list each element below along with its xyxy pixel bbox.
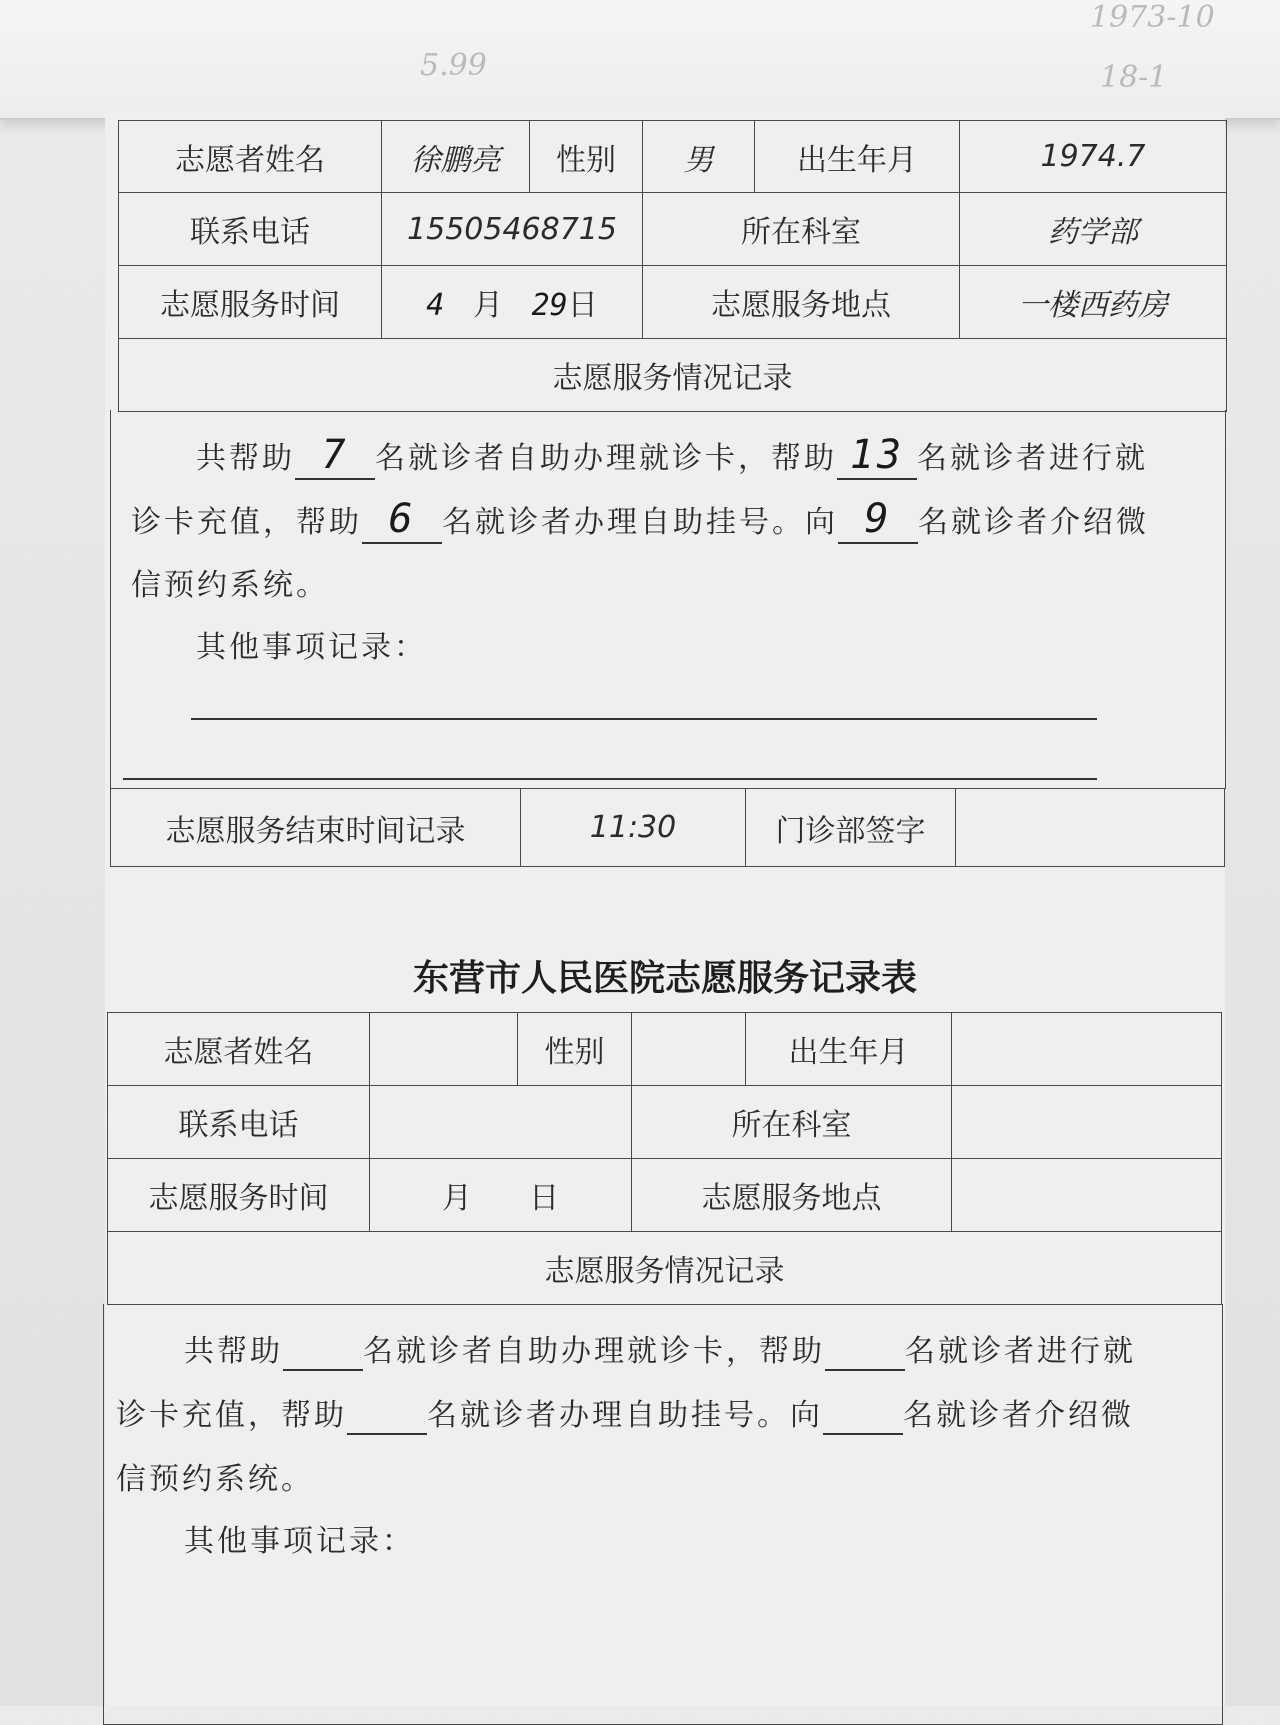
gender-label: 性别 [530, 121, 643, 193]
record-line-1 [184, 1326, 1136, 1371]
record-line-2 [131, 496, 1149, 544]
form-sheet [105, 112, 1225, 1706]
form2-record-box [103, 1304, 1223, 1725]
blank-field[interactable] [362, 496, 442, 544]
record-line-3: 信预约系统。 [131, 568, 329, 603]
record-text: 名就诊者进行就 [905, 1334, 1136, 1369]
birth-field[interactable] [952, 1013, 1222, 1086]
gender-field[interactable] [632, 1013, 746, 1086]
blank-value: 7 [321, 432, 349, 478]
blank-value: 13 [849, 432, 905, 478]
place-label: 志愿服务地点 [632, 1159, 952, 1232]
record-text: 共帮助 [184, 1334, 283, 1369]
dept-label: 所在科室 [632, 1086, 952, 1159]
dept-value[interactable]: 药学部 [960, 193, 1227, 266]
month-unit: 月 [472, 288, 503, 323]
time-field[interactable] [370, 1159, 632, 1232]
name-label: 志愿者姓名 [108, 1013, 370, 1086]
blank-value: 6 [388, 496, 416, 542]
blank-value: 9 [864, 496, 892, 542]
blank-field[interactable] [838, 496, 918, 544]
time-label: 志愿服务时间 [108, 1159, 370, 1232]
ghost-text: 1973-10 [1090, 0, 1215, 35]
other-line[interactable] [191, 718, 1097, 720]
record-text: 诊卡充值，帮助 [131, 505, 362, 540]
day-unit: 日 [567, 288, 598, 323]
blank-field[interactable] [837, 432, 917, 480]
dept-field[interactable] [952, 1086, 1222, 1159]
record-text: 名就诊者办理自助挂号。向 [442, 505, 838, 540]
record-text: 名就诊者介绍微 [918, 505, 1149, 540]
record-text: 名就诊者介绍微 [903, 1398, 1134, 1433]
time-label: 志愿服务时间 [119, 266, 382, 339]
phone-value[interactable]: 15505468715 [382, 193, 643, 266]
name-field[interactable] [370, 1013, 518, 1086]
phone-label: 联系电话 [119, 193, 382, 266]
record-header: 志愿服务情况记录 [108, 1232, 1222, 1305]
other-line[interactable] [123, 778, 1097, 780]
name-label: 志愿者姓名 [119, 121, 382, 193]
blank-field[interactable] [825, 1334, 905, 1371]
record-text: 名就诊者进行就 [917, 441, 1148, 476]
birth-label: 出生年月 [755, 121, 960, 193]
record-header: 志愿服务情况记录 [119, 339, 1227, 412]
phone-label: 联系电话 [108, 1086, 370, 1159]
blank-field[interactable] [347, 1398, 427, 1435]
place-label: 志愿服务地点 [643, 266, 960, 339]
place-value[interactable]: 一楼西药房 [960, 266, 1227, 339]
dept-label: 所在科室 [643, 193, 960, 266]
record-text: 名就诊者办理自助挂号。向 [427, 1398, 823, 1433]
record-line-3: 信预约系统。 [116, 1462, 314, 1497]
record-line-2 [116, 1390, 1134, 1435]
place-field[interactable] [952, 1159, 1222, 1232]
blank-field[interactable] [283, 1334, 363, 1371]
form-title: 东营市人民医院志愿服务记录表 [412, 957, 917, 999]
other-label: 其他事项记录： [184, 1524, 415, 1559]
record-text: 名就诊者自助办理就诊卡，帮助 [363, 1334, 825, 1369]
month-unit: 月 [441, 1181, 472, 1216]
record-text: 共帮助 [196, 441, 295, 476]
end-time-value[interactable]: 11:30 [521, 789, 746, 867]
sign-field[interactable] [956, 789, 1225, 867]
sign-label: 门诊部签字 [746, 789, 956, 867]
day-unit: 日 [529, 1181, 560, 1216]
birth-value[interactable]: 1974.7 [960, 121, 1227, 193]
underlying-page-edge [0, 0, 1280, 120]
record-text: 诊卡充值，帮助 [116, 1398, 347, 1433]
ghost-text: 5.99 [420, 48, 487, 83]
record-text: 名就诊者自助办理就诊卡，帮助 [375, 441, 837, 476]
other-label: 其他事项记录： [196, 630, 427, 665]
time-day: 29 [531, 288, 568, 323]
time-month: 4 [426, 288, 445, 323]
end-time-label: 志愿服务结束时间记录 [111, 789, 521, 867]
ghost-text: 18-1 [1100, 60, 1168, 95]
record-line-1 [196, 432, 1148, 480]
phone-field[interactable] [370, 1086, 632, 1159]
gender-label: 性别 [518, 1013, 632, 1086]
form1-record-box [110, 410, 1226, 789]
name-value[interactable]: 徐鹏亮 [382, 121, 530, 193]
form1-info-table [118, 120, 1227, 412]
form2-info-table [107, 1012, 1222, 1305]
gender-value[interactable]: 男 [643, 121, 755, 193]
time-value[interactable] [382, 266, 643, 339]
birth-label: 出生年月 [746, 1013, 952, 1086]
blank-field[interactable] [823, 1398, 903, 1435]
blank-field[interactable] [295, 432, 375, 480]
form1-end-table [110, 788, 1225, 867]
